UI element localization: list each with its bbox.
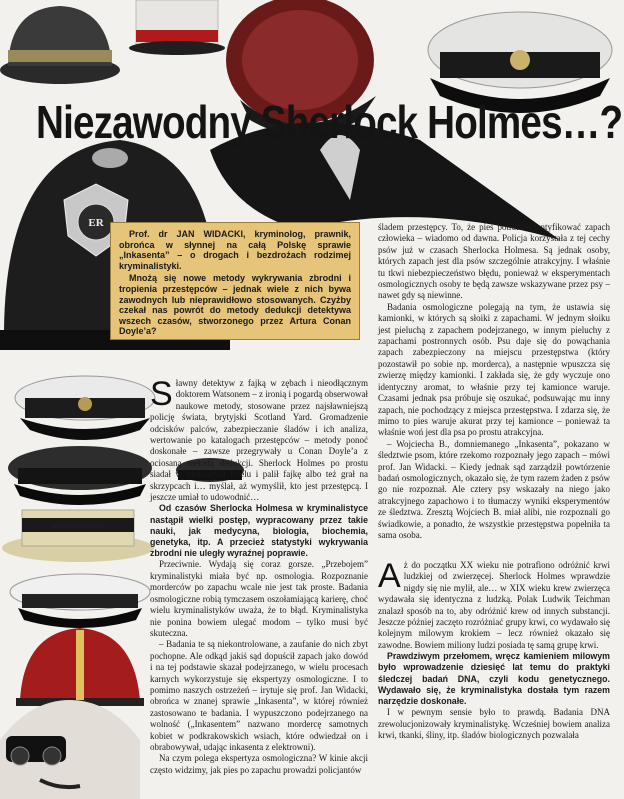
lead-intro: Prof. dr JAN WIDACKI, kryminolog, prawnik, obrońca w słynnej na całą Polskę sprawie „Inkasenta” – o drogach i bezdrożach rodzimej kryminalistyki.	[119, 229, 351, 271]
paragraph: Badania osmologiczne polegają na tym, że ustawia się kamionki, w których są słoiki z zapachami. W jednym słoiku jest pieluchą z zapachem podejrzanego, w innym pieluchy z zapachami postronnych osób. Psu daje się do powąchania zapach zabezpieczony na miejscu przestępstwa (który pozostawił po sobie np. morderca), a następnie wpuszcza się zwierzę między kamionki. I zakłada się, że gdy wyczuje ono identyczny aromat, to właśnie przy tej kamionce waruje. Czasami jednak psa próbuje się oszukać, podsuwając mu inny zapach, nie pochodzący z miejsca przestępstwa. I zdarza się, że mimo to pies waruje akurat przy tej kamionce – ponieważ ta właśnie woń jest dla psa po prostu atrakcyjna.	[378, 301, 610, 438]
paragraph: Przeciwnie. Wydają się coraz gorsze. „Przebojem” kryminalistyki miała być np. osmologia. Rozpoznanie morderców po zapachu wcale nie jest tak proste. Badania osmologiczne robią tymczasem oszołamiającą karierę, choć wielu kryminalistyków uważa, że to błąd. Kryminalistyka nie ponina bowiem ulegać modom – tylko musi być skuteczna.	[150, 559, 368, 638]
paragraph: Sławny detektyw z fajką w zębach i nieodłącznym doktorem Watsonem – z ironią i pogardą obserwował naukowe metody, stosowane przez najsławniejszą policję świata, brytyjski Scotland Yard. Gromadzenie odcisków palców, zabezpieczanie śladów i ich analiza, wertowanie po katalogach przestępców – metody ponoć doskonałe – zawsze przegrywały u Conan Doyle’a z ociosaną metodą dedukcji. Sherlock Holmes po prostu siadał w ulubionym fotelu i palił fajkę albo też grał na skrzypcach i… myślał, aż wymyślił, kto jest przestępcą. I jeszcze umiał to udowodnić…	[150, 375, 368, 503]
paragraph: – Badania te są niekontrolowane, a zaufanie do nich zbyt pochopne. Ale odkąd jakiś sąd dopuścił zapach jako dowód i na tej podstawie skazał podejrzanego, w wielu procesach karnych wykorzystuje się ekspertyzy osmologiczne. I to pomimo naszych ostrzeżeń – irytuje się prof. Jan Widacki, obrońca w znanej sprawie „Inkasenta”, w której również zastosowano te badania. I wypuszczono podejrzanego na wolność („Inkasentem” nazwano mordercę samotnych kobiet w podkrakowskich wsiach, które odwiedzał on i obrabowywał, udając inkasenta z elektrowni).	[150, 639, 368, 752]
right-column-top	[378, 222, 610, 541]
checkered-police-cap	[10, 574, 150, 628]
paragraph: Na czym polega ekspertyza osmologiczna? W kinie akcji często widzimy, jak pies po zapachu prowadzi policjantów	[150, 753, 368, 775]
dropcap: S	[150, 375, 173, 413]
dropcap: A	[378, 557, 401, 595]
helmet-badge-text: ER	[88, 217, 104, 229]
paragraph: – Wojciecha B., domniemanego „Inkasenta”, pokazano w śledztwie psom, które rzekomo rozpoznały jego zapach – mówi prof. Jan Widacki. – Kiedy jednak sąd zarządził powtórzenie badań osmologicznych, okazało się, że tym razem żaden z psów go nie rozpoznał. Ale cztery psy wskazały na niego jako atrakcyjnego zapachowo i to tłumaczy wyniki eksperymentów ze śledztwa. Zresztą Wojciech B. miał alibi, nie rozpoznali go świadkowie, a ponadto, że wszystkie przestępstwa popełniła ta sama osoba.	[378, 438, 610, 540]
paragraph: Aż do początku XX wieku nie potrafiono odróżnić krwi ludzkiej od zwierzęcej. Sherlock Holmes wprawdzie nigdy się nie mylił, ale… w XIX wieku krew zwierzęca wydawała się identyczna z ludzką. Polak Ludwik Teichman znalazł sposób na to, aby odróżnić krew od innych substancji. Jeszcze później zaczęto rozróżniać grupy krwi, co wydawało się kolejnym milowym krokiem – lecz również okazało się zawodne. Bowiem miliony ludzi posiada tę samą grupę krwi.	[378, 557, 610, 650]
boater-band-text: HARBOUR POLICE	[51, 524, 105, 530]
night-vision-person	[0, 700, 140, 799]
paragraph: śladem przestępcy. To, że pies potrafi zidentyfikować zapach człowieka – wiadomo od dawna. Policja korzystała z tej cechy psów już w czasach Sherlocka Holmesa. Są jednak osoby, których zapach jest dla psów szczególnie atrakcyjny. I właśnie tu tkwi niebezpieczeństwo błędu, ponieważ w eksperymentach osmologicznych osoby te będą zawsze wskazywane przez psy – nawet gdy są niewinne.	[378, 222, 610, 301]
paragraph: I w pewnym sensie było to prawdą. Badania DNA zrewolucjonizowały kryminalistykę. Wcześniej bowiem analiza krwi, tkanki, śliny, itp. śladów biologicznych pozwalała	[378, 707, 610, 741]
white-cap-left	[15, 376, 155, 440]
lead-box	[110, 222, 360, 340]
bold-paragraph: Prawdziwym przełomem, wręcz kamieniem milowym było wprowadzenie dziesięć lat temu do praktyki śledczej badań DNA, czyli kodu genetycznego. Wydawało się, że kryminalistyka dostała tym razem narzędzie doskonałe.	[378, 651, 610, 707]
left-column	[150, 375, 368, 776]
harbour-police-boater	[2, 510, 154, 562]
red-band-hat	[129, 0, 225, 55]
lead-question: Mnożą się nowe metody wykrywania zbrodni i tropienia przestępców – jednak wiele z nich bywa zawodnych lub nieprawidłowo stosowanych. Czyżby czekał nas powrót do metody dedukcji detektywa wszech czasów, stworzonego przez Artura Conan Doyle’a?	[119, 273, 351, 337]
top-left-cap	[0, 6, 120, 84]
right-column-bottom	[378, 557, 610, 741]
fire-helmet	[16, 628, 144, 706]
article-title: Niezawodny Sherlock Holmes…?	[36, 96, 623, 148]
dark-cap-left	[8, 446, 152, 505]
bold-paragraph: Od czasów Sherlocka Holmesa w kryminalistyce nastąpił wielki postęp, wypracowany przez takie nauki, jak medycyna, biologia, biochemia, genetyka, itp. A przecież statystyki wykrywania zbrodni nie uległy wyraźnej poprawie.	[150, 503, 368, 559]
